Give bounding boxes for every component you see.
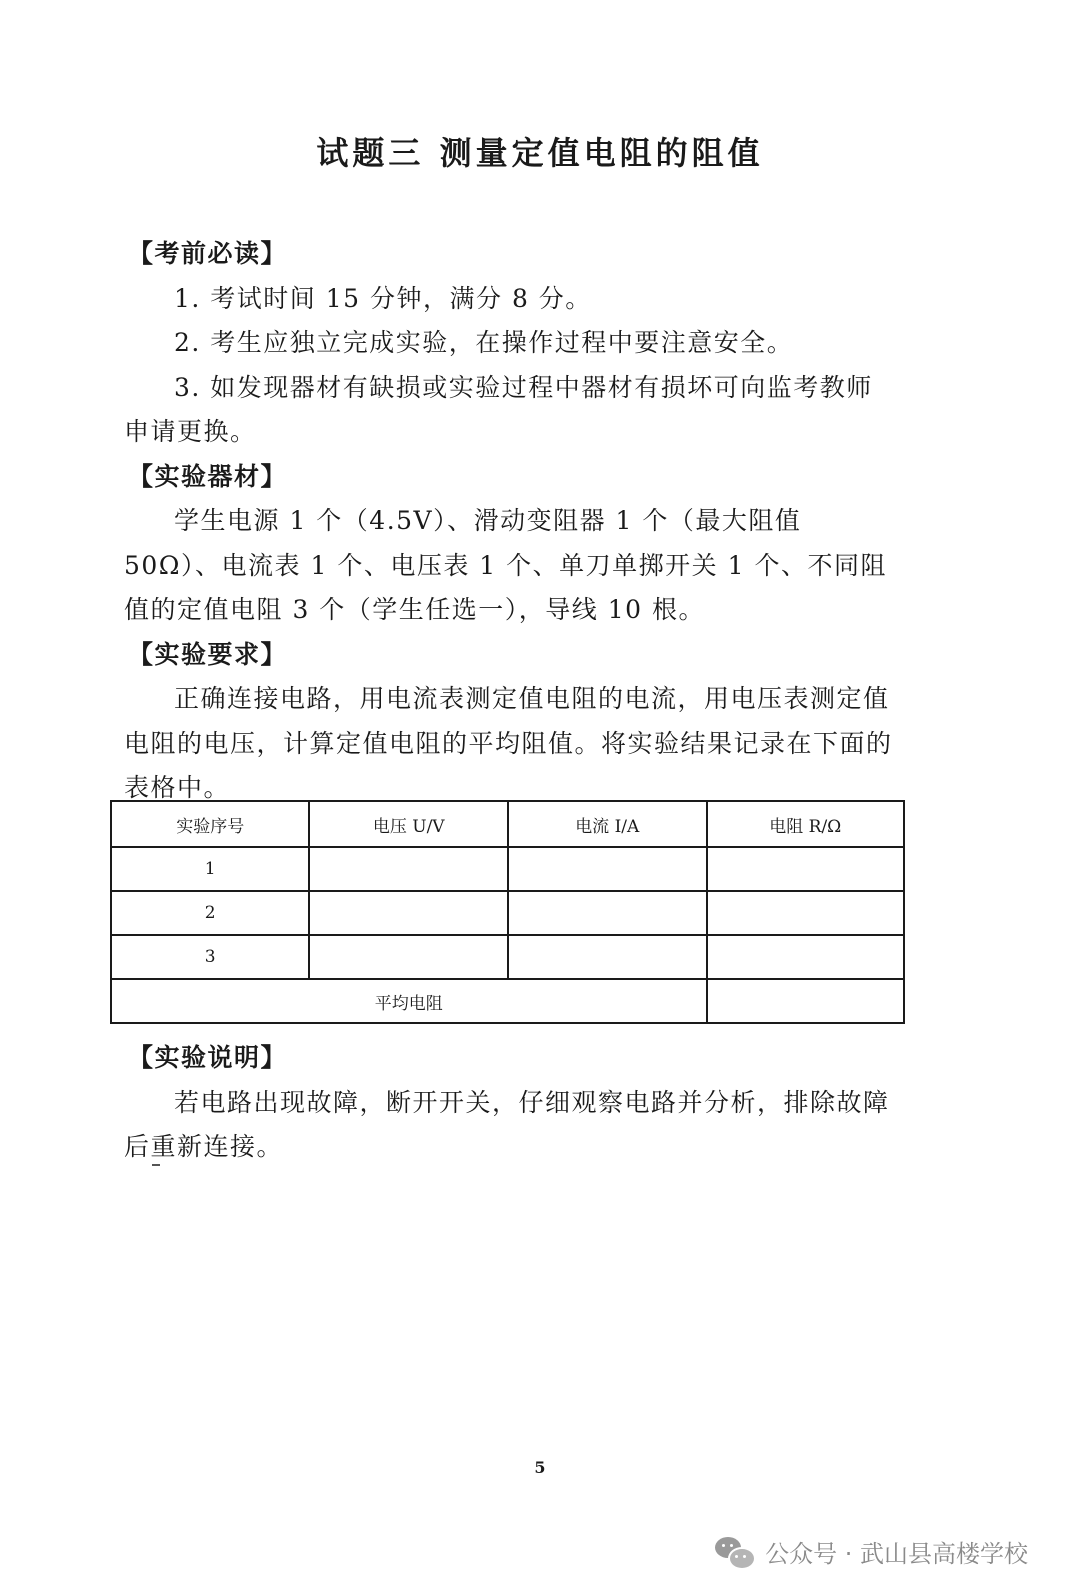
cell-voltage[interactable] (309, 891, 508, 935)
page-number: 5 (534, 1458, 546, 1477)
header-voltage: 电压 U/V (309, 801, 508, 847)
table-row (111, 891, 904, 935)
cell-resistance[interactable] (707, 847, 905, 891)
cell-trial-number: 3 (111, 935, 309, 979)
average-row (111, 979, 904, 1023)
equipment-text: 学生电源 1 个（4.5V）、滑动变阻器 1 个（最大阻值 50Ω）、电流表 1 个、电压表 1 个、单刀单掷开关 1 个、不同阻值的定值电阻 3 个（学生任选一），导线 10 根。 (124, 506, 887, 624)
page-title: 试题三 测量定值电阻的阻值 (316, 134, 764, 172)
section-heading-equipment: 【实验器材】 (128, 461, 288, 491)
results-table (110, 800, 905, 1024)
stray-mark (152, 1164, 160, 1166)
notes-section (124, 1036, 894, 1170)
header-resistance: 电阻 R/Ω (707, 801, 905, 847)
prep-item-3: 3. 如发现器材有缺损或实验过程中器材有损坏可向监考教师申请更换。 (124, 372, 873, 446)
cell-voltage[interactable] (309, 847, 508, 891)
cell-current[interactable] (508, 935, 707, 979)
prep-item-2: 2. 考生应独立完成实验，在操作过程中要注意安全。 (174, 328, 794, 357)
table-row (111, 935, 904, 979)
cell-resistance[interactable] (707, 891, 905, 935)
table-header-row (111, 801, 904, 847)
notes-text: 若电路出现故障，断开开关，仔细观察电路并分析，排除故障后重新连接。 (124, 1087, 890, 1161)
section-heading-requirements: 【实验要求】 (128, 639, 288, 669)
header-trial-number: 实验序号 (111, 801, 309, 847)
section-heading-notes: 【实验说明】 (128, 1043, 288, 1072)
average-resistance-value[interactable] (707, 979, 905, 1023)
watermark (715, 1534, 1028, 1569)
table-row (111, 847, 904, 891)
wechat-icon (715, 1535, 755, 1569)
cell-current[interactable] (508, 847, 707, 891)
results-table-container (110, 800, 905, 1024)
watermark-text: 公众号 · 武山县高楼学校 (765, 1540, 1028, 1568)
prep-item-1: 1. 考试时间 15 分钟，满分 8 分。 (174, 283, 592, 313)
cell-resistance[interactable] (707, 935, 905, 979)
document-body (124, 232, 894, 811)
cell-current[interactable] (508, 891, 707, 935)
average-resistance-label: 平均电阻 (111, 979, 707, 1023)
header-current: 电流 I/A (508, 801, 707, 847)
cell-trial-number: 1 (111, 847, 309, 891)
section-heading-prep: 【考前必读】 (128, 239, 288, 268)
requirements-text: 正确连接电路，用电流表测定值电阻的电流，用电压表测定值电阻的电压，计算定值电阻的平均阻值。将实验结果记录在下面的表格中。 (124, 684, 893, 802)
cell-voltage[interactable] (309, 935, 508, 979)
cell-trial-number: 2 (111, 891, 309, 935)
